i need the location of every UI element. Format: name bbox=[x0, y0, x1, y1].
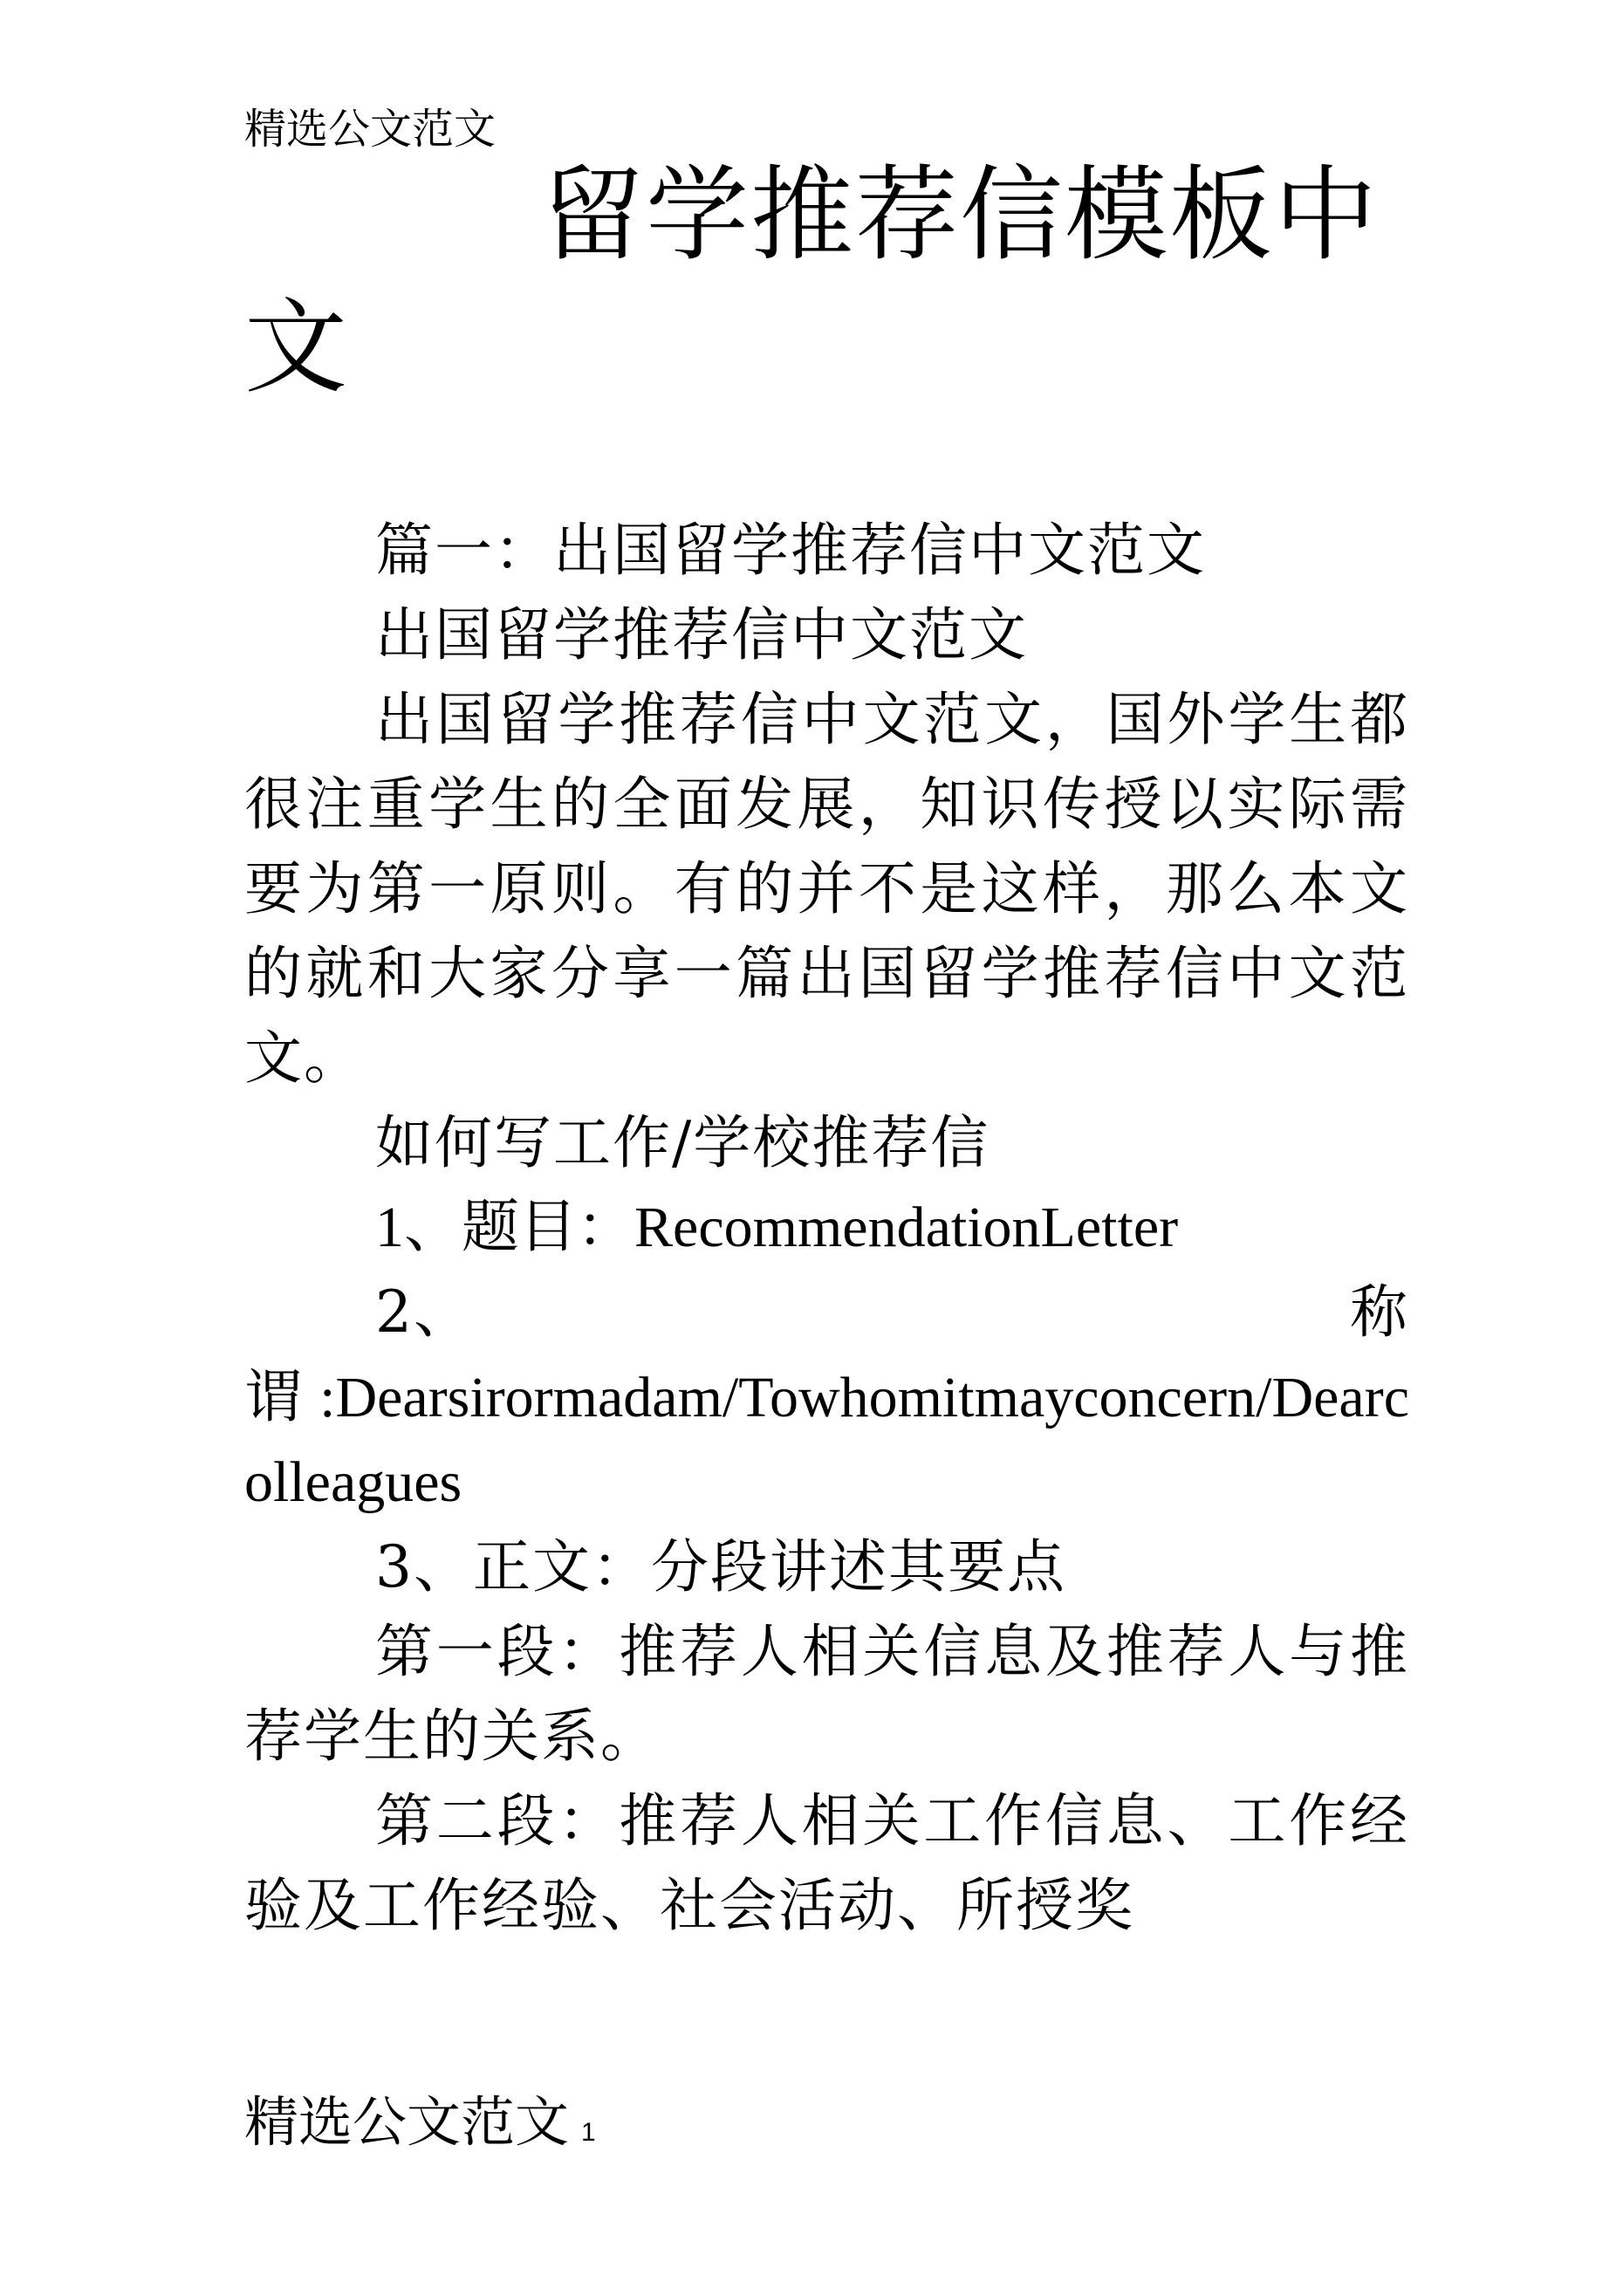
page-number: 1 bbox=[581, 2118, 596, 2147]
intro-paragraph: 出国留学推荐信中文范文，国外学生都很注重学生的全面发展，知识传授以实际需要为第一原则。有的并不是这样，那么本文的就和大家分享一篇出国留学推荐信中文范文。 bbox=[244, 686, 1409, 1092]
page-header: 精选公文范文 bbox=[244, 105, 496, 154]
salutation-value: :Dearsirormadam/Towhomitmayconcern/Dearcolleagues bbox=[244, 1366, 1409, 1514]
page-footer bbox=[244, 2087, 596, 2168]
document-body bbox=[244, 508, 1409, 1948]
section-heading: 篇一：出国留学推荐信中文范文 bbox=[375, 517, 1206, 584]
salutation-label-start: 称 bbox=[1350, 1278, 1409, 1346]
item-title: 1、题目：RecommendationLetter bbox=[375, 1196, 1179, 1259]
paragraph-two-note: 第二段：推荐人相关工作信息、工作经验及工作经验、社会活动、所授奖 bbox=[244, 1787, 1409, 1939]
paragraph-one-note: 第一段：推荐人相关信息及推荐人与推荐学生的关系。 bbox=[244, 1618, 1409, 1770]
salutation-value-line bbox=[244, 1354, 1409, 1525]
footer-text: 精选公文范文 bbox=[244, 2090, 570, 2154]
salutation-label-end: 谓 bbox=[244, 1363, 320, 1430]
item-body: 3、正文：分段讲述其要点 bbox=[375, 1533, 1066, 1600]
how-to-heading: 如何写工作/学校推荐信 bbox=[375, 1109, 990, 1176]
document-title: 留学推荐信模板中文 bbox=[244, 154, 1380, 408]
salutation-number: 2、 bbox=[375, 1278, 473, 1346]
sub-heading: 出国留学推荐信中文范文 bbox=[375, 601, 1028, 668]
item-salutation-line bbox=[244, 1270, 1409, 1354]
